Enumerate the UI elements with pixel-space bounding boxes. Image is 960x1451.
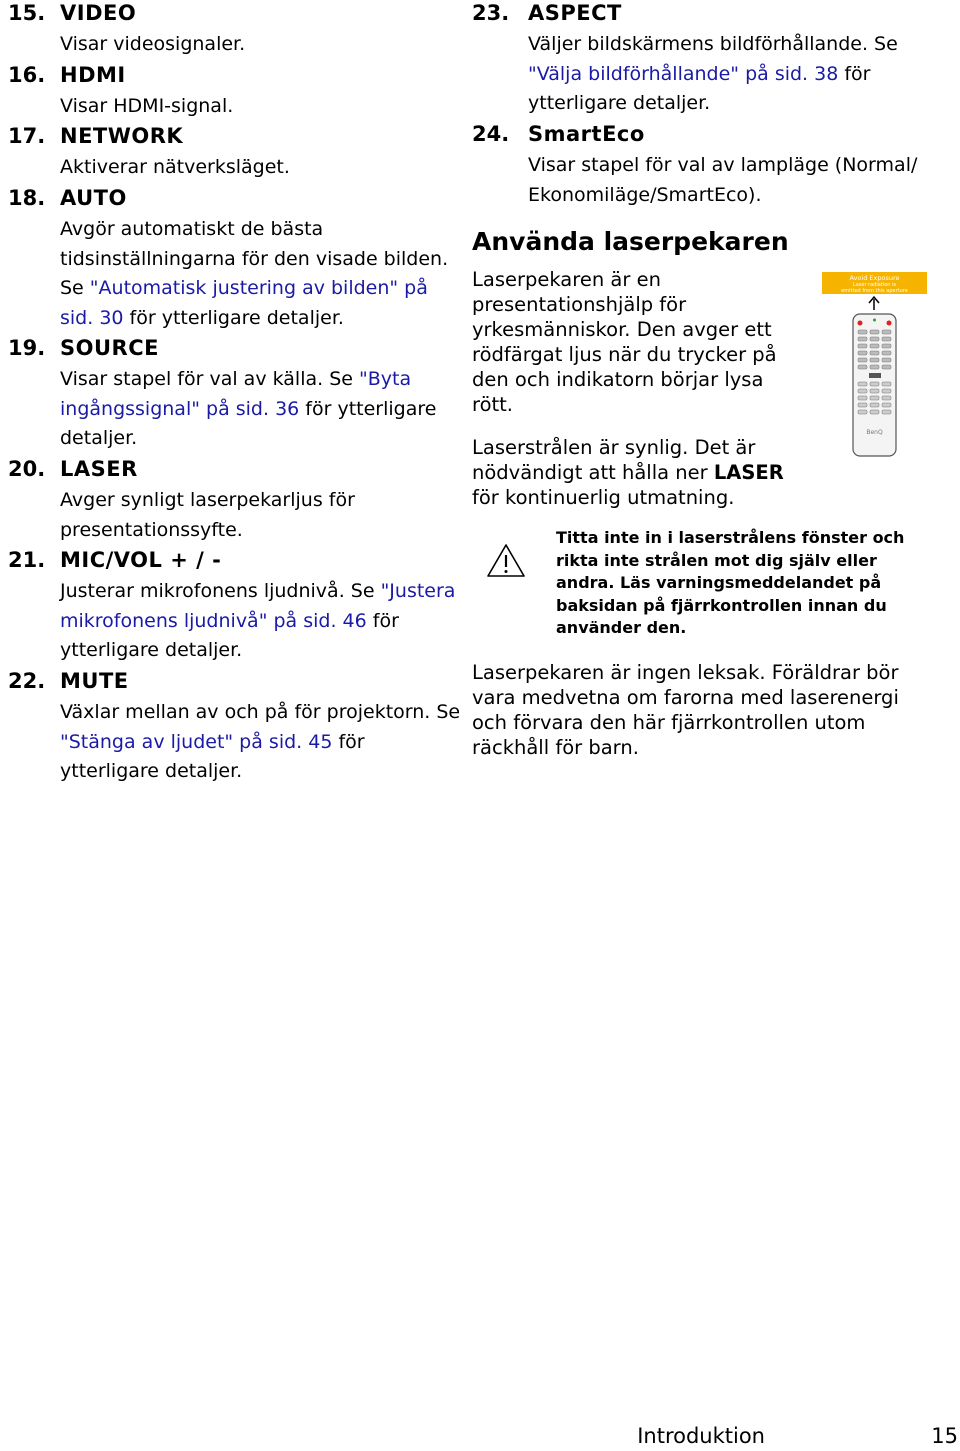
item-description: [60, 30, 463, 60]
description-text: Växlar mellan av och på för projektorn. Se: [60, 701, 461, 723]
remote-brand-logo: BenQ: [866, 429, 883, 436]
remote-label-line-3: emitted from this aperture: [841, 288, 908, 294]
laser-hold-paragraph: [472, 435, 802, 510]
list-item: [472, 0, 956, 119]
item-title: AUTO: [60, 186, 127, 210]
description-text: Justerar mikrofonens ljudnivå. Se: [60, 580, 381, 602]
laser-safety-paragraph: Laserpekaren är ingen leksak. Föräldrar bör vara medvetna om farorna med laserenergi och förvara den här fjärrkontrollen utom räckhåll för barn.: [472, 661, 899, 759]
item-title: VIDEO: [60, 1, 137, 25]
description-text: för ytterligare detaljer.: [528, 62, 871, 114]
item-description: [60, 215, 463, 333]
item-number: 24.: [472, 122, 510, 146]
warning-icon: [486, 543, 526, 579]
item-description: [60, 698, 463, 787]
item-number: 23.: [472, 1, 510, 25]
description-text: Aktiverar nätverksläget.: [60, 156, 290, 178]
item-title: MUTE: [60, 669, 129, 693]
list-item: [8, 454, 463, 545]
item-title: LASER: [60, 457, 138, 481]
list-item: [8, 121, 463, 183]
description-text: Avgör automatiskt de bästa tidsinställningarna för den visade bilden. Se: [60, 218, 449, 299]
list-item: [8, 0, 463, 60]
description-text: Visar stapel för val av lampläge (Normal/ Ekonomiläge/SmartEco).: [528, 154, 918, 206]
item-description: [528, 151, 956, 210]
remote-label-line-1: Avoid Exposure: [849, 274, 900, 282]
item-number: 19.: [8, 336, 46, 360]
list-item: [8, 333, 463, 454]
item-number: 20.: [8, 457, 46, 481]
remote-indicator: [873, 319, 876, 322]
list-item: [8, 545, 463, 666]
item-title: HDMI: [60, 63, 126, 87]
remote-power-off-button: [887, 321, 892, 326]
footer-page-number: 15: [931, 1424, 958, 1448]
item-number: 16.: [8, 63, 46, 87]
item-number: 15.: [8, 1, 46, 25]
laser-warning-text: Titta inte in i laserstrålens fönster och rikta inte strålen mot dig själv eller andra. Läs varningsmeddelandet på baksidan på fjärrkontrollen innan du använder den.: [556, 528, 905, 637]
laser-intro-paragraph: Laserpekaren är en presentationshjälp för yrkesmänniskor. Den avger ett rödfärgat ljus när du trycker på den och indikatorn börjar lysa rött.: [472, 268, 777, 416]
cross-reference-link[interactable]: "Stänga av ljudet" på sid. 45: [60, 730, 333, 753]
description-text: Väljer bildskärmens bildförhållande. Se: [528, 33, 898, 55]
remote-label-line-2: Laser radiation is: [852, 282, 897, 288]
item-number: 21.: [8, 548, 46, 572]
footer-section-name: Introduktion: [637, 1424, 765, 1448]
arrow-up-icon: [869, 297, 879, 310]
cross-reference-link[interactable]: "Automatisk justering av bilden" på sid. 30: [60, 277, 428, 329]
cross-reference-link[interactable]: "Byta ingångssignal" på sid. 36: [60, 368, 412, 420]
description-text: Visar HDMI-signal.: [60, 95, 234, 117]
section-heading: Använda laserpekaren: [472, 227, 789, 256]
description-text: Visar stapel för val av källa. Se: [60, 368, 359, 390]
description-text: för ytterligare detaljer.: [60, 730, 365, 782]
laser-key-label: LASER: [713, 461, 784, 484]
item-title: SOURCE: [60, 336, 159, 360]
remote-control-svg: [820, 272, 930, 462]
description-text: Visar videosignaler.: [60, 33, 246, 55]
item-description: [60, 365, 463, 454]
laser-hold-text-2: för kontinuerlig utmatning.: [472, 486, 735, 509]
item-number: 22.: [8, 669, 46, 693]
list-item: [8, 183, 463, 333]
item-description: [60, 92, 463, 122]
remote-power-button: [858, 321, 863, 326]
item-description: [60, 577, 463, 666]
cross-reference-link[interactable]: "Välja bildförhållande" på sid. 38: [528, 62, 839, 85]
remote-center-button: [869, 373, 881, 378]
laser-hold-text-1: Laserstrålen är synlig. Det är nödvändigt att hålla ner: [472, 436, 756, 484]
list-item: [472, 119, 956, 210]
item-description: [60, 486, 463, 545]
item-description: [528, 30, 956, 119]
description-text: för ytterligare detaljer.: [123, 306, 344, 329]
remote-control-illustration: [820, 272, 930, 462]
cross-reference-link[interactable]: "Justera mikrofonens ljudnivå" på sid. 46: [60, 580, 456, 632]
description-text: för ytterligare detaljer.: [60, 397, 437, 449]
item-number: 17.: [8, 124, 46, 148]
item-title: NETWORK: [60, 124, 184, 148]
list-item: [8, 666, 463, 787]
item-title: ASPECT: [528, 1, 622, 25]
item-description: [60, 153, 463, 183]
item-title: SmartEco: [528, 122, 645, 146]
item-title: MIC/VOL + / -: [60, 548, 222, 572]
description-text: för ytterligare detaljer.: [60, 609, 399, 661]
list-item: [8, 60, 463, 122]
item-number: 18.: [8, 186, 46, 210]
description-text: Avger synligt laserpekarljus för presentationssyfte.: [60, 489, 355, 541]
